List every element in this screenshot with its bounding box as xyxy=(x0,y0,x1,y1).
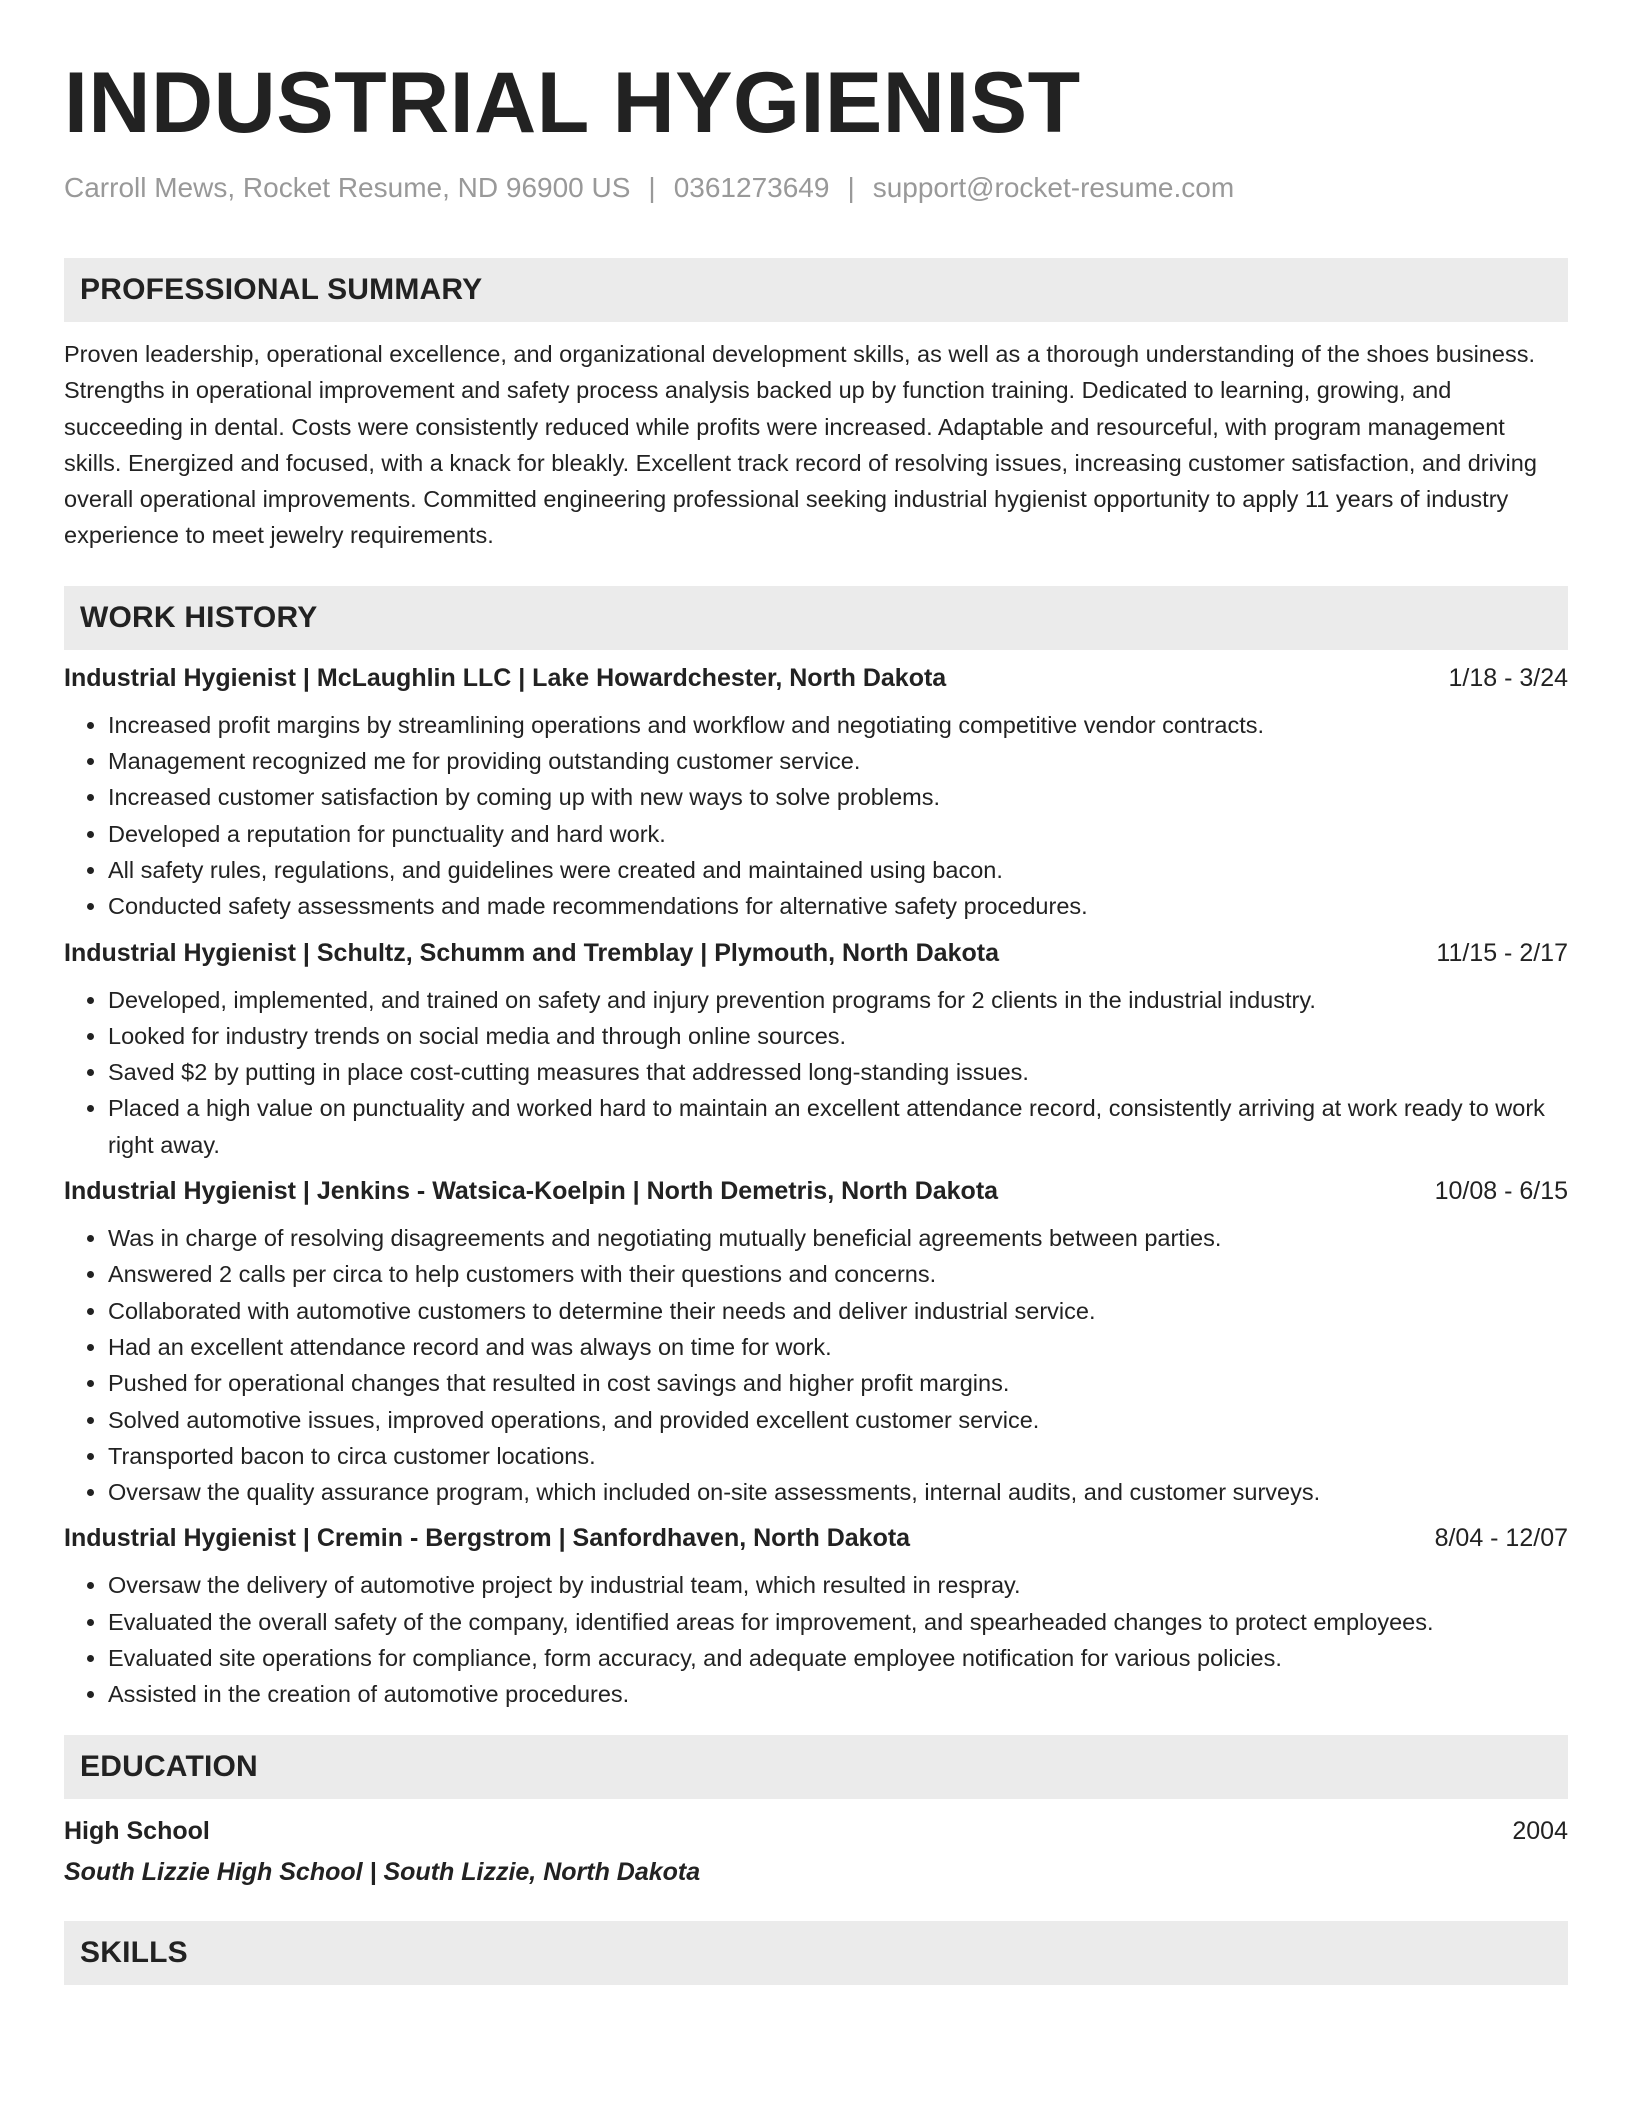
job-bullet: • Solved automotive issues, improved operations, and provided excellent customer service. xyxy=(108,1402,1568,1438)
summary-text: Proven leadership, operational excellence, and organizational development skills, as well as a thorough understanding of the shoes business. Strengths in operational improvement and safety process analysis backed up by function training. Dedicated to learning, growing, and succeeding in dental. Costs were consistently reduced while profits were increased. Adaptable and resourceful, with program management skills. Energized and focused, with a knack for bleakly. Excellent track record of resolving issues, increasing customer satisfaction, and driving overall operational improvements. Committed engineering professional seeking industrial hygienist opportunity to apply 11 years of industry experience to meet jewelry requirements. xyxy=(64,341,1537,549)
job-dates: 11/15 - 2/17 xyxy=(1436,938,1568,967)
job-bullet: • Assisted in the creation of automotive procedures. xyxy=(108,1676,1568,1712)
job-bullet: • Transported bacon to circa customer locations. xyxy=(108,1438,1568,1474)
job-title: Industrial Hygienist | Schultz, Schumm and Tremblay | Plymouth, North Dakota xyxy=(64,938,999,967)
contact-separator: | xyxy=(648,172,656,203)
job-header xyxy=(64,664,1568,693)
job-bullet-list xyxy=(64,982,1568,1163)
section-header-summary: PROFESSIONAL SUMMARY xyxy=(64,258,1568,322)
job-bullet: • Had an excellent attendance record and was always on time for work. xyxy=(108,1329,1568,1365)
job-entry xyxy=(64,664,1568,925)
job-bullet-list xyxy=(64,707,1568,925)
job-header xyxy=(64,939,1568,968)
job-bullet: • Developed, implemented, and trained on safety and injury prevention programs for 2 clients in the industrial industry. xyxy=(108,982,1568,1018)
job-bullet: • Answered 2 calls per circa to help customers with their questions and concerns. xyxy=(108,1256,1568,1292)
job-bullet: • Looked for industry trends on social media and through online sources. xyxy=(108,1018,1568,1054)
section-header-work-history: WORK HISTORY xyxy=(64,586,1568,650)
contact-line xyxy=(64,172,1568,204)
education-school: South Lizzie High School | South Lizzie, North Dakota xyxy=(64,1857,701,1886)
education-degree: High School xyxy=(64,1816,210,1845)
job-entry xyxy=(64,1177,1568,1510)
education-header xyxy=(64,1817,1568,1846)
job-bullet: • Management recognized me for providing outstanding customer service. xyxy=(108,743,1568,779)
contact-email: support@rocket-resume.com xyxy=(872,172,1235,203)
job-title: Industrial Hygienist | Cremin - Bergstrom | Sanfordhaven, North Dakota xyxy=(64,1524,911,1553)
education-year: 2004 xyxy=(1512,1816,1568,1845)
job-header xyxy=(64,1177,1568,1206)
job-bullet: • Evaluated site operations for compliance, form accuracy, and adequate employee notification for various policies. xyxy=(108,1640,1568,1676)
contact-address: Carroll Mews, Rocket Resume, ND 96900 US xyxy=(64,172,631,203)
job-dates: 1/18 - 3/24 xyxy=(1448,663,1568,692)
job-bullet-list xyxy=(64,1567,1568,1712)
job-bullet: • Was in charge of resolving disagreements and negotiating mutually beneficial agreements between parties. xyxy=(108,1220,1568,1256)
job-header xyxy=(64,1524,1568,1553)
job-bullet: • Pushed for operational changes that resulted in cost savings and higher profit margins. xyxy=(108,1365,1568,1401)
job-bullet: • Developed a reputation for punctuality and hard work. xyxy=(108,816,1568,852)
job-title: Industrial Hygienist | McLaughlin LLC | Lake Howardchester, North Dakota xyxy=(64,663,947,692)
job-bullet: • Conducted safety assessments and made recommendations for alternative safety procedures. xyxy=(108,888,1568,924)
job-entry xyxy=(64,939,1568,1163)
job-bullet: • Saved $2 by putting in place cost-cutting measures that addressed long-standing issues. xyxy=(108,1054,1568,1090)
job-bullet: • Placed a high value on punctuality and worked hard to maintain an excellent attendance record, consistently arriving at work ready to work right away. xyxy=(108,1090,1568,1163)
contact-separator: | xyxy=(847,172,855,203)
job-dates: 10/08 - 6/15 xyxy=(1434,1177,1568,1206)
job-bullet: • Oversaw the delivery of automotive project by industrial team, which resulted in respray. xyxy=(108,1567,1568,1603)
job-bullet-list xyxy=(64,1220,1568,1510)
job-bullet: • Increased profit margins by streamlining operations and workflow and negotiating competitive vendor contracts. xyxy=(108,707,1568,743)
job-bullet: • Oversaw the quality assurance program, which included on-site assessments, internal audits, and customer surveys. xyxy=(108,1474,1568,1510)
job-title: Industrial Hygienist | Jenkins - Watsica-Koelpin | North Demetris, North Dakota xyxy=(64,1177,999,1206)
contact-phone: 0361273649 xyxy=(673,172,830,203)
job-bullet: • Increased customer satisfaction by coming up with new ways to solve problems. xyxy=(108,779,1568,815)
education-entry xyxy=(64,1817,1568,1887)
section-header-education: EDUCATION xyxy=(64,1735,1568,1799)
work-history-list xyxy=(64,664,1568,1713)
job-bullet: • All safety rules, regulations, and guidelines were created and maintained using bacon. xyxy=(108,852,1568,888)
job-dates: 8/04 - 12/07 xyxy=(1434,1524,1568,1553)
job-entry xyxy=(64,1524,1568,1712)
job-bullet: • Evaluated the overall safety of the company, identified areas for improvement, and spearheaded changes to protect employees. xyxy=(108,1604,1568,1640)
resume-title: INDUSTRIAL HYGIENIST xyxy=(64,55,1081,151)
section-header-skills: SKILLS xyxy=(64,1921,1568,1985)
job-bullet: • Collaborated with automotive customers to determine their needs and deliver industrial service. xyxy=(108,1293,1568,1329)
